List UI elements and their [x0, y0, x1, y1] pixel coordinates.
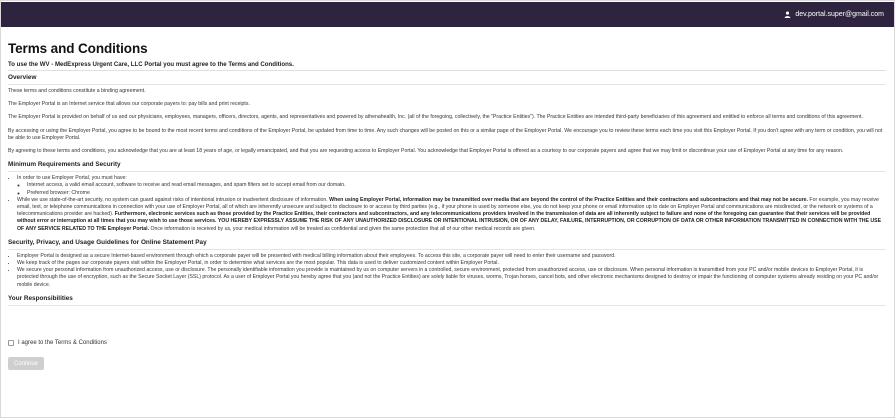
minimum-requirements-heading: Minimum Requirements and Security — [8, 161, 886, 172]
list-item-emphasis: Furthermore, electronic services such as those provided by the Practice Entities, their contractors and subcontractors, and any telecommunications providers involved in the transmission of data are all inherently subject to failure and none of the foregoing can guarantee that their services will be provided without error or interruption at all times that you may wish to use those services. YOU HEREBY EXPRESSLY ASSUME THE RISK OF ANY UNAUTHORIZED DISCLOSURE OR INTENTIONAL INTRUSION, OR OF ANY DELAY, FAILURE, INTERRUPTION, OR CORRUPTION OF DATA OR OTHER INFORMATION TRANSMITTED IN CONNECTION WITH THE USE OF ANY SERVICE RELATED TO THE Employer Portal. — [17, 211, 882, 232]
user-email: dev.portal.super@gmail.com — [795, 11, 884, 18]
page-title: Terms and Conditions — [8, 41, 148, 56]
top-bar — [1, 2, 894, 27]
overview-paragraph: The Employer Portal is provided on behalf of us and our physicians, employees, managers, officers, directors, agents, and representatives and powered by athenahealth, Inc. (all of the foregoing, collectively, the "Practice Entities"). The Practice Entities are intended third-party beneficiaries of this agreement and entitled to enforce all terms and conditions of this agreement. — [8, 114, 863, 121]
main-content — [8, 33, 886, 302]
security-list — [8, 253, 886, 289]
terms-scroll-area[interactable] — [8, 70, 886, 334]
minimum-requirements-list — [8, 175, 886, 233]
list-item: • We secure your personal information from unauthorized access, use or disclosure. The personally identifiable information you provide is maintained by us on computer servers in a controlled, secure environment, protected from unauthorized access, use or disclosure. When personal information is transmitted from your PC and/or mobile devices to Employer Portal, it is protected through the use of encryption, such as the Secure Socket Layer (SSL) protocol. As a user of Employer Portal you hereby agree that you (and not the Practice Entities) are solely liable for viruses, worms, Trojan horses, cancel bots, and other electronic mechanisms designed to destroy or impair the functioning of computer systems already residing on your PC and/or mobile device. — [17, 267, 886, 289]
security-heading: Security, Privacy, and Usage Guidelines for Online Statement Pay — [8, 239, 886, 250]
overview-heading: Overview — [8, 74, 886, 85]
list-item-text: In order to use Employer Portal, you must have: — [17, 175, 127, 182]
list-item: ◦ Internet access, a valid email account, software to receive and read email messages, and spam filters set to accept email from our domain. — [27, 182, 886, 189]
overview-paragraph: These terms and conditions constitute a binding agreement. — [8, 88, 146, 94]
list-item — [17, 175, 886, 197]
sub-list — [17, 182, 886, 196]
agree-row[interactable] — [8, 340, 107, 346]
overview-paragraph: By accessing or using the Employer Portal, you agree to be bound to the most recent terms and conditions of the Employer Portal, be updated from time to time. Any such changes will be posted on this or a similar page of the Employer Portal. We encourage you to review these terms each time you visit this Employer Portal. If you don't agree with any term or condition, you will not be able to use Employer Portal. — [8, 127, 883, 141]
intro-text: To use the WV - MedExpress Urgent Care, LLC Portal you must agree to the Terms and Conditions. — [8, 61, 294, 68]
list-item-text: For example, you may receive email, text, or telephone communications in connection with your use of Employer Portal, all of which are inherently unsecure and subject to disclosure to or access by third parties (e.g., if your phone is used by someone else, you do not keep your phone or email information up to date on Employer Portal and communications are misdirected, or the network or systems of a telecommunications provider are hacked). — [17, 196, 879, 218]
user-menu[interactable] — [784, 11, 884, 18]
list-item: ◦ Preferred browser: Chrome — [27, 190, 886, 197]
continue-button[interactable]: Continue — [8, 357, 44, 370]
list-item — [17, 197, 886, 233]
responsibilities-heading: Your Responsibilities — [8, 295, 886, 306]
agree-label[interactable]: I agree to the Terms & Conditions — [18, 340, 107, 346]
list-item: • We keep track of the pages our corporate payers visit within the Employer Portal, in order to determine what services are the most popular. This data is used to deliver customized content within Employer Portal. — [17, 260, 886, 267]
overview-paragraph: By agreeing to these terms and conditions, you acknowledge that you are at least 18 years of age, or legally emancipated, and that you are requesting access to Employer Portal. You acknowledge that Employer Portal is offered as a courtesy to our corporate payers and agree that we may limit or discontinue your use of Employer Portal at any time for any reason. — [8, 148, 844, 155]
agree-checkbox[interactable] — [8, 340, 14, 346]
overview-paragraph: The Employer Portal is an Internet service that allows our corporate payers to: pay bills and print receipts. — [8, 101, 250, 108]
list-item-text: While we use state-of-the-art security, no system can guard against risks of intentional intrusion or inadvertent disclosure of information. — [17, 196, 330, 203]
list-item-text: Once information is received by us, your medical information will be treated as confidential and given the same protection that all of our other medical records are given. — [149, 225, 536, 232]
user-icon — [784, 11, 791, 18]
list-item-emphasis: When using Employer Portal, information may be transmitted over media that are beyond the control of the Practice Entities and their contractors and subcontractors and that may not be secure. — [329, 196, 808, 203]
list-item: • Employer Portal is designed as a secure Internet-based environment through which a corporate payer will be presented with medical billing information about their employees. To access this site, a corporate payer will need to enter their username and password. — [17, 253, 886, 260]
